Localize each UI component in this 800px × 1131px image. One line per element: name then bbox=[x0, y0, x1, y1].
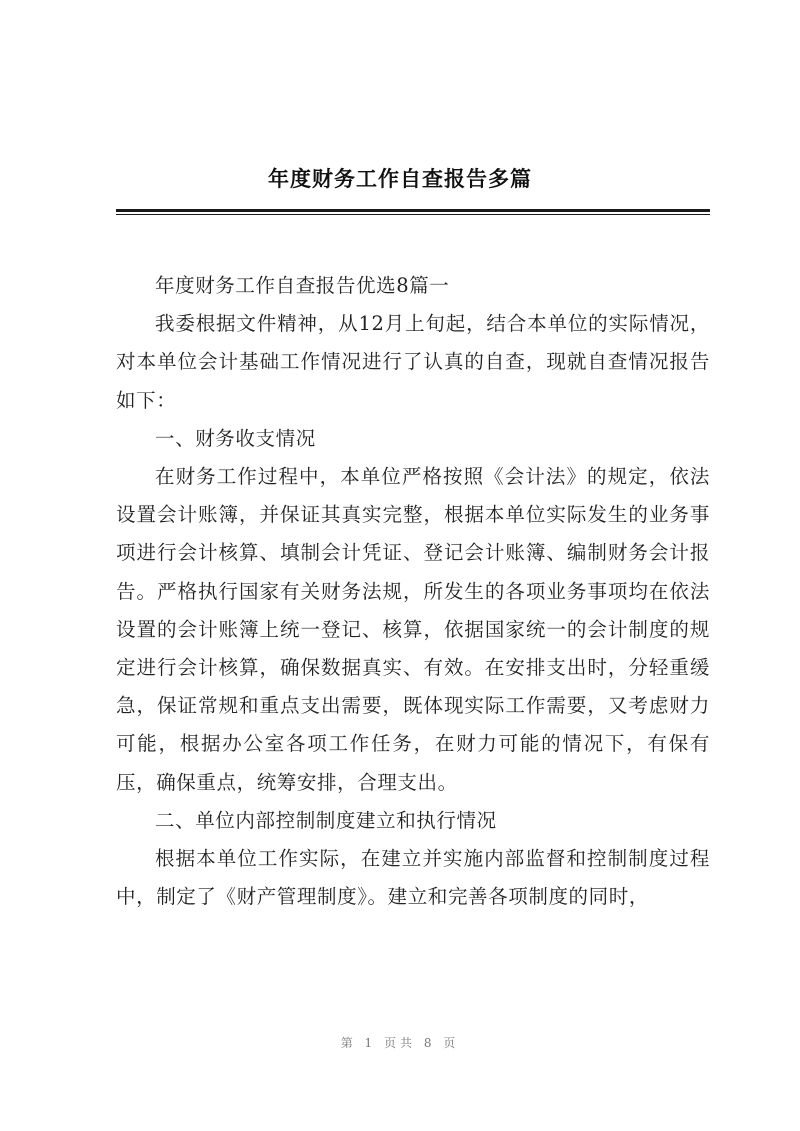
page-footer: 第 1 页共 8 页 bbox=[340, 1036, 460, 1050]
section-heading: 一、财务收支情况 bbox=[155, 426, 316, 450]
body-paragraph: 我委根据文件精神，从12月上旬起，结合本单位的实际情况，对本单位会计基础工作情况进行了认真的自查，现就自查情况报告如下： bbox=[116, 312, 710, 412]
title-divider bbox=[116, 209, 710, 212]
document-body bbox=[116, 267, 710, 916]
title-divider-thin bbox=[116, 214, 710, 215]
section-heading: 年度财务工作自查报告优选8篇一 bbox=[155, 274, 450, 297]
document-title: 年度财务工作自查报告多篇 bbox=[268, 167, 532, 191]
body-paragraph: 根据本单位工作实际，在建立并实施内部监督和控制制度过程中，制定了《财产管理制度》。建立和完善各项制度的同时， bbox=[116, 847, 710, 909]
section-heading: 二、单位内部控制制度建立和执行情况 bbox=[155, 808, 497, 832]
body-paragraph: 在财务工作过程中，本单位严格按照《会计法》的规定，依法设置会计账簿，并保证其真实完整，根据本单位实际发生的业务事项进行会计核算、填制会计凭证、登记会计账簿、编制财务会计报告。严格执行国家有关财务法规，所发生的各项业务事项均在依法设置的会计账簿上统一登记、核算，依据国家统一的会计制度的规定进行会计核算，确保数据真实、有效。在安排支出时，分轻重缓急，保证常规和重点支出需要，既体现实际工作需要，又考虑财力可能，根据办公室各项工作任务，在财力可能的情况下，有保有压，确保重点，统筹安排，合理支出。 bbox=[116, 465, 710, 794]
